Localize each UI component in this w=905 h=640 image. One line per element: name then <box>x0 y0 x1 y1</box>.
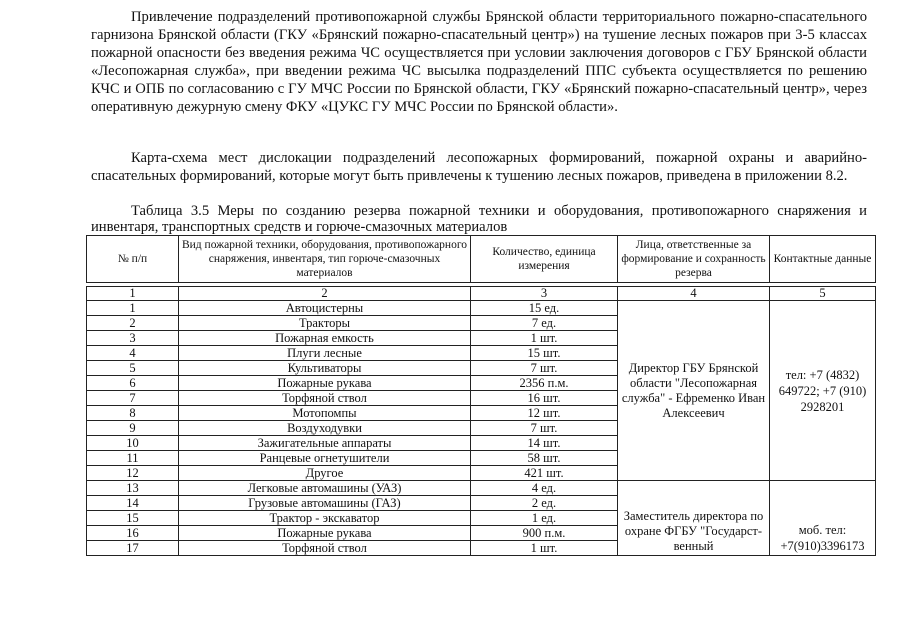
row-number: 16 <box>87 526 179 541</box>
table-caption: Таблица 3.5 Меры по созданию резерва пожарной техники и оборудования, противопожарного снаряжения и инвентаря, транспортных средств и горюче-смазочных материалов <box>91 203 867 235</box>
equipment-quantity: 1 шт. <box>471 331 618 346</box>
equipment-quantity: 14 шт. <box>471 436 618 451</box>
row-number: 6 <box>87 376 179 391</box>
equipment-name: Торфяной ствол <box>179 541 471 556</box>
contact-details: моб. тел: +7(910)3396173 <box>770 481 876 556</box>
equipment-quantity: 15 шт. <box>471 346 618 361</box>
responsible-person: Директор ГБУ Брянской области "Лесопожарная служба" - Ефременко Иван Алексеевич <box>618 301 770 481</box>
equipment-quantity: 7 ед. <box>471 316 618 331</box>
equipment-quantity: 58 шт. <box>471 451 618 466</box>
equipment-quantity: 7 шт. <box>471 361 618 376</box>
equipment-name: Ранцевые огнетушители <box>179 451 471 466</box>
column-number: 4 <box>618 287 770 301</box>
row-number: 4 <box>87 346 179 361</box>
equipment-name: Пожарная емкость <box>179 331 471 346</box>
equipment-name: Другое <box>179 466 471 481</box>
equipment-quantity: 2356 п.м. <box>471 376 618 391</box>
paragraph-fire-service: Привлечение подразделений противопожарной службы Брянской области территориального пожарно-спасательного гарнизона Брянской области (ГКУ «Брянский пожарно-спасательный центр») на тушение лесных пожаров при 3-5 классах пожарной опасности без введения режима ЧС осуществляется при условии заключения договоров с ГБУ Брянской области «Лесопожарная служба», при введении режима ЧС высылка подразделений ППС субъекта осуществляется по решению КЧС и ОПБ по согласованию с ГУ МЧС России по Брянской области, ГКУ «Брянский пожарно-спасательный центр», через оперативную дежурную смену ФКУ «ЦУКС ГУ МЧС России по Брянской области». <box>91 9 867 115</box>
table-header-row <box>87 236 876 283</box>
equipment-quantity: 4 ед. <box>471 481 618 496</box>
column-number: 3 <box>471 287 618 301</box>
responsible-person: Заместитель директора по охране ФГБУ "Государст-венный <box>618 481 770 556</box>
header-quantity: Количество, единица измерения <box>471 236 618 283</box>
contact-details: тел: +7 (4832) 649722; +7 (910) 2928201 <box>770 301 876 481</box>
group1-rows <box>87 301 876 481</box>
table-row <box>87 481 876 496</box>
row-number: 17 <box>87 541 179 556</box>
equipment-name: Культиваторы <box>179 361 471 376</box>
row-number: 8 <box>87 406 179 421</box>
row-number: 3 <box>87 331 179 346</box>
header-equipment-type: Вид пожарной техники, оборудования, противопожарного снаряжения, инвентаря, тип горюче-смазочных материалов <box>179 236 471 283</box>
equipment-name: Мотопомпы <box>179 406 471 421</box>
row-number: 7 <box>87 391 179 406</box>
equipment-name: Грузовые автомашины (ГАЗ) <box>179 496 471 511</box>
equipment-quantity: 12 шт. <box>471 406 618 421</box>
equipment-name: Тракторы <box>179 316 471 331</box>
row-number: 1 <box>87 301 179 316</box>
row-number: 5 <box>87 361 179 376</box>
equipment-quantity: 7 шт. <box>471 421 618 436</box>
equipment-name: Плуги лесные <box>179 346 471 361</box>
row-number: 10 <box>87 436 179 451</box>
equipment-quantity: 1 шт. <box>471 541 618 556</box>
header-responsible: Лица, ответственные за формирование и сохранность резерва <box>618 236 770 283</box>
equipment-quantity: 1 ед. <box>471 511 618 526</box>
column-number: 2 <box>179 287 471 301</box>
paragraph-map-scheme: Карта-схема мест дислокации подразделений лесопожарных формирований, пожарной охраны и аварийно-спасательных формирований, которые могут быть привлечены к тушению лесных пожаров, приведена в приложении 8.2. <box>91 150 867 184</box>
row-number: 15 <box>87 511 179 526</box>
equipment-quantity: 421 шт. <box>471 466 618 481</box>
column-number-row <box>87 287 876 301</box>
equipment-name: Торфяной ствол <box>179 391 471 406</box>
row-number: 9 <box>87 421 179 436</box>
table-row <box>87 301 876 316</box>
row-number: 13 <box>87 481 179 496</box>
row-number: 11 <box>87 451 179 466</box>
row-number: 2 <box>87 316 179 331</box>
equipment-quantity: 16 шт. <box>471 391 618 406</box>
equipment-name: Трактор - экскаватор <box>179 511 471 526</box>
equipment-name: Воздуходувки <box>179 421 471 436</box>
row-number: 12 <box>87 466 179 481</box>
equipment-quantity: 2 ед. <box>471 496 618 511</box>
row-number: 14 <box>87 496 179 511</box>
header-number: № п/п <box>87 236 179 283</box>
reserve-table <box>86 235 876 556</box>
column-number: 5 <box>770 287 876 301</box>
equipment-name: Зажигательные аппараты <box>179 436 471 451</box>
equipment-name: Автоцистерны <box>179 301 471 316</box>
column-number: 1 <box>87 287 179 301</box>
equipment-quantity: 900 п.м. <box>471 526 618 541</box>
equipment-name: Пожарные рукава <box>179 526 471 541</box>
equipment-quantity: 15 ед. <box>471 301 618 316</box>
equipment-name: Пожарные рукава <box>179 376 471 391</box>
equipment-name: Легковые автомашины (УАЗ) <box>179 481 471 496</box>
header-contacts: Контактные данные <box>770 236 876 283</box>
group2-rows <box>87 481 876 556</box>
